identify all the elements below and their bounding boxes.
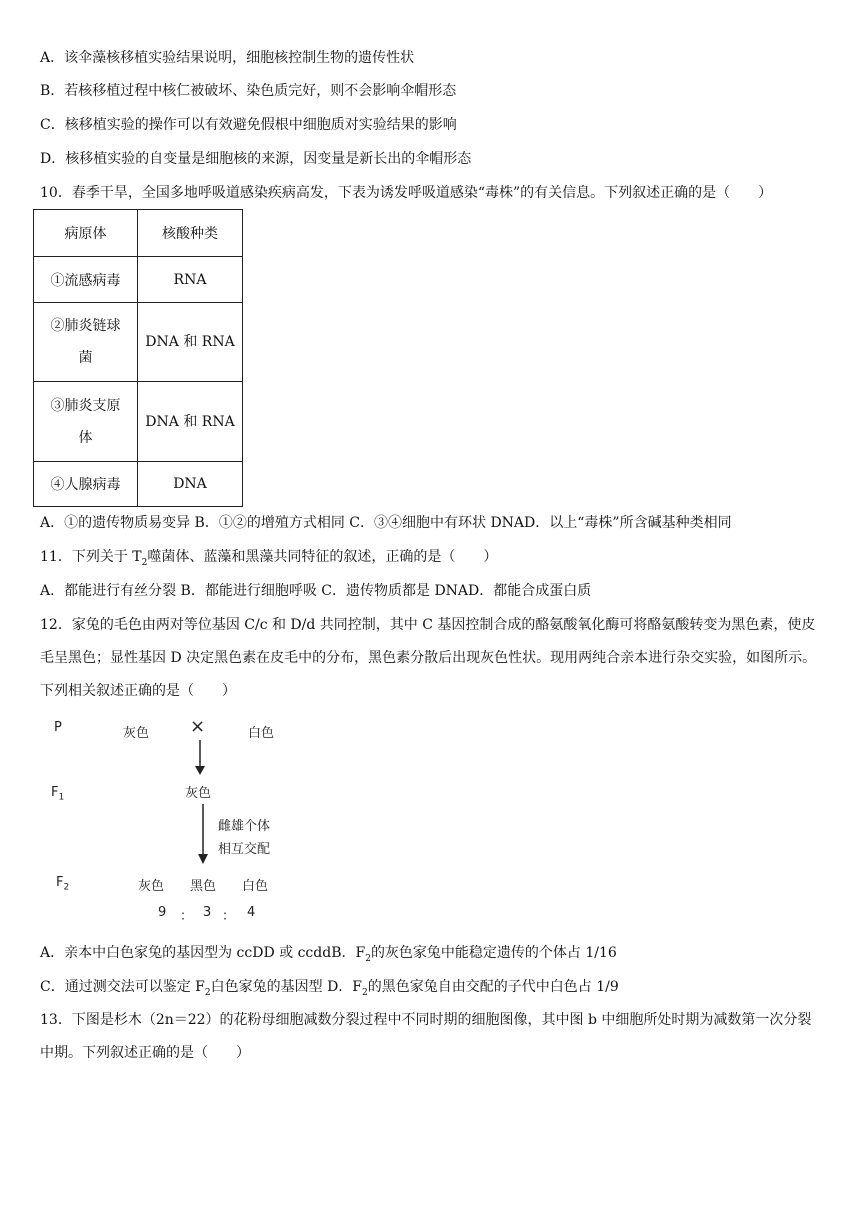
- q9-option-b: B．若核移植过程中核仁被破坏、染色质完好，则不会影响伞帽形态: [40, 83, 457, 99]
- q9-option-c: C．核移植实验的操作可以有效避免假根中细胞质对实验结果的影响: [40, 117, 457, 133]
- f2-phenotype-black: 黑色: [190, 879, 217, 894]
- table-row: [34, 303, 243, 382]
- table-cell-pathogen: ③肺炎支原 体: [34, 382, 138, 462]
- mating-note-line2: 相互交配: [218, 842, 271, 857]
- ratio-separator: ：: [222, 909, 236, 924]
- p-label: P: [54, 720, 62, 735]
- table-cell-pathogen: ①流感病毒: [34, 257, 138, 303]
- q12-options-ab: A．亲本中白色家兔的基因型为 ccDD 或 ccddB．$F_2$的灰色家兔中能稳定遗传的个体占 1/16: [40, 945, 617, 964]
- table-cell-acid: RNA: [138, 257, 243, 303]
- p-right-phenotype: 白色: [248, 726, 275, 741]
- table-cell-pathogen: ④人腺病毒: [34, 462, 138, 507]
- ratio-value: 9: [158, 905, 167, 920]
- p-left-phenotype: 灰色: [123, 726, 150, 741]
- table-row: [34, 382, 243, 462]
- q13-stem: 13．下图是杉木（2n＝22）的花粉母细胞减数分裂过程中不同时期的细胞图像，其中图 b 中细胞所处时期为减数第一次分裂中期。下列叙述正确的是（ ）: [40, 1012, 812, 1061]
- table-header-pathogen: 病原体: [34, 210, 138, 257]
- arrow-f1-to-f2-icon: [193, 802, 213, 868]
- cross-symbol: ×: [190, 716, 206, 737]
- f2-phenotype-gray: 灰色: [138, 879, 165, 894]
- q9-option-a: A．该伞藻核移植实验结果说明，细胞核控制生物的遗传性状: [40, 50, 415, 66]
- table-cell-acid: DNA 和 RNA: [138, 303, 243, 382]
- mating-note-line1: 雌雄个体: [218, 819, 271, 834]
- table-cell-acid: DNA: [138, 462, 243, 507]
- arrow-p-to-f1-icon: [190, 738, 210, 778]
- f2-phenotype-white: 白色: [242, 879, 269, 894]
- table-row: [34, 462, 243, 507]
- q11-stem: 11．下列关于 $T_2$噬菌体、蓝藻和黑藻共同特征的叙述，正确的是（ ）: [40, 549, 498, 568]
- q12-stem: 12．家兔的毛色由两对等位基因 C/c 和 D/d 共同控制，其中 C 基因控制合成的酪氨酸氧化酶可将酪氨酸转变为黑色素，使皮毛呈黑色；显性基因 D 决定黑色素在皮毛中的分布，黑色素分散后出现灰色性状。现用两纯合亲本进行杂交实验，如图所示。下列相关叙述正确的是（ ）: [40, 617, 817, 699]
- q10-options: A．①的遗传物质易变异 B．①②的增殖方式相同 C．③④细胞中有环状 DNAD．以上“毒株”所含碱基种类相同: [40, 515, 732, 531]
- q10-stem: 10．春季干旱，全国多地呼吸道感染疾病高发，下表为诱发呼吸道感染“毒株”的有关信息。下列叙述正确的是（ ）: [40, 185, 773, 201]
- f1-label: $F_1$: [51, 785, 65, 803]
- table-cell-pathogen: ②肺炎链球 菌: [34, 303, 138, 382]
- q11-options: A．都能进行有丝分裂 B．都能进行细胞呼吸 C．遗传物质都是 DNAD．都能合成蛋白质: [40, 583, 592, 599]
- table-cell-acid: DNA 和 RNA: [138, 382, 243, 462]
- q9-option-d: D．核移植实验的自变量是细胞核的来源，因变量是新长出的伞帽形态: [40, 151, 472, 167]
- pathogen-table: [33, 209, 243, 507]
- table-row: [34, 257, 243, 303]
- f2-label: $F_2$: [56, 875, 70, 893]
- ratio-value: 4: [247, 905, 256, 920]
- ratio-separator: ：: [180, 909, 194, 924]
- f1-phenotype: 灰色: [185, 786, 212, 801]
- ratio-value: 3: [203, 905, 212, 920]
- table-header-acid: 核酸种类: [138, 210, 243, 257]
- q12-options-cd: C．通过测交法可以鉴定 $F_2$白色家兔的基因型 D．$F_2$的黑色家兔自由交配的子代中白色占 1/9: [40, 979, 619, 998]
